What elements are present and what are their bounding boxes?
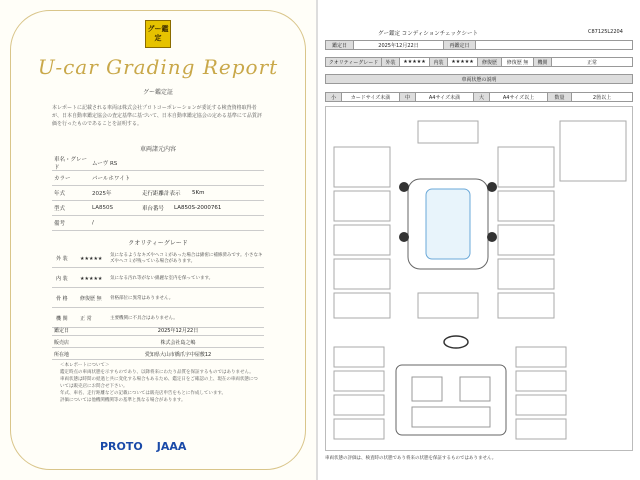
row-label: 備考 xyxy=(54,221,66,227)
panel-box xyxy=(498,293,554,318)
panel-box xyxy=(516,371,566,391)
panel-box xyxy=(418,293,478,318)
notes-title: ＜本レポートについて＞ xyxy=(60,363,110,368)
row-value: 2025年 xyxy=(92,191,112,197)
diagram-title: 車両状態の説明 xyxy=(461,76,497,83)
panel-box xyxy=(334,147,390,187)
legend-cell: 大 xyxy=(474,93,490,101)
wheel-icon xyxy=(487,182,497,192)
panel-box xyxy=(498,147,554,187)
chassis-label: 車台番号 xyxy=(142,206,165,212)
grade-value: 修復歴 無 xyxy=(80,296,102,302)
date-value: 2025年12月22日 xyxy=(354,41,444,49)
redate-value xyxy=(476,41,632,49)
vehicle-row xyxy=(52,216,264,231)
certificate-intro: 本レポートに記載される車両は株式会社プロトコーポレーションが委託する検査資格取得者が、日本自動車鑑定協会の査定基準に基づいて、日本自動車鑑定協会の定める基準にて品質評価を行ったものであることを証明する。 xyxy=(52,105,262,127)
ext-stars: ★★★★★ xyxy=(400,58,430,66)
panel-box xyxy=(334,191,390,221)
quality-section-heading: クオリティーグレード xyxy=(128,240,188,247)
grade-label: 機 関 xyxy=(56,316,68,322)
star-rating: ★★★★★ xyxy=(80,255,103,262)
grade-label: 内 装 xyxy=(56,276,68,282)
notes-block xyxy=(60,362,260,404)
info-row xyxy=(52,325,264,336)
row-value: ムーヴ RS xyxy=(92,161,118,167)
repair-label: 修復歴 xyxy=(478,58,502,66)
info-label: 販売店 xyxy=(54,339,70,346)
vehicle-row xyxy=(52,156,264,171)
grade-value: 正 常 xyxy=(80,316,92,322)
panel-box xyxy=(334,347,384,367)
row-label: 年式 xyxy=(54,191,66,197)
chassis-value: LA850S-2000761 xyxy=(174,205,222,211)
star-rating: ★★★★★ xyxy=(80,275,103,282)
panel-box xyxy=(334,395,384,415)
engine-value: 正常 xyxy=(586,59,597,66)
grading-certificate xyxy=(0,0,316,480)
panel-box xyxy=(334,225,390,255)
seat-outline xyxy=(460,377,490,401)
info-value: 2025年12月22日 xyxy=(157,327,199,334)
vehicle-row xyxy=(52,201,264,216)
panel-box xyxy=(334,259,390,289)
footer-logos xyxy=(100,440,186,453)
goo-kantei-logo: グー鑑定 xyxy=(145,20,171,48)
redate-label: 再鑑定日 xyxy=(444,41,476,49)
sheet-title: グー鑑定 コンディションチェックシート xyxy=(378,31,479,37)
legend-cell: 小 xyxy=(326,93,342,101)
panel-box xyxy=(516,347,566,367)
panel-box xyxy=(418,121,478,143)
wheel-icon xyxy=(487,232,497,242)
vehicle-row xyxy=(52,186,264,201)
grade-label: 外 装 xyxy=(56,256,68,262)
wheel-icon xyxy=(399,232,409,242)
row-value: LA850S xyxy=(92,205,113,211)
row-label: 型式 xyxy=(54,206,66,212)
certificate-title: U-car Grading Report xyxy=(37,55,279,79)
proto-logo: PROTO xyxy=(100,440,143,453)
note-item: 年式、車名、走行距離などの記載については販売店申告をもとに作成しています。 xyxy=(60,391,227,396)
grade-description: 気になる汚れ等がない綿麗な室内を保っています。 xyxy=(110,275,214,281)
grade-description: 気になるようなキズやヘコミがあった場合は綿密に補修済みです。小さなキズやヘコミが残っている場合があります。 xyxy=(110,252,263,264)
panel-box xyxy=(334,293,390,318)
seat-outline xyxy=(412,377,442,401)
sheet-code: C87125L2204 xyxy=(588,29,623,35)
panel-box xyxy=(334,419,384,439)
diagram-title-bar xyxy=(325,74,633,84)
quality-label: クオリティーグレード xyxy=(326,58,382,66)
legend-cell: 2箇以上 xyxy=(592,94,612,101)
info-row xyxy=(52,337,264,348)
int-stars: ★★★★★ xyxy=(448,58,478,66)
note-item: 鑑定時点の車両状態を示すものであり、以降将来にわたり品質を保証するものではありません。 xyxy=(60,370,254,375)
note-item: 車両状態は時間の経過と共に変化する場合もあるため、鑑定日をご確認の上、現在の車両状態については販売店にお問合せ下さい。 xyxy=(60,377,258,389)
legend-cell: 数量 xyxy=(548,93,572,101)
legend-cell: A4サイズ未満 xyxy=(416,93,474,101)
grade-label: 骨 格 xyxy=(56,296,68,302)
car-glass xyxy=(426,189,470,259)
quality-table xyxy=(325,57,633,67)
grade-row xyxy=(52,290,264,308)
info-row xyxy=(52,349,264,360)
repair-value: 修復歴 無 xyxy=(502,58,534,66)
legend-cell: A4サイズ以上 xyxy=(490,93,548,101)
vehicle-row xyxy=(52,171,264,186)
car-diagram xyxy=(326,107,632,450)
row-label: カラー xyxy=(54,176,71,182)
legend-cell: 中 xyxy=(400,93,416,101)
row-value: / xyxy=(92,220,94,226)
panel-box xyxy=(334,371,384,391)
certificate-subtitle: グー鑑定証 xyxy=(142,89,173,96)
date-table xyxy=(325,40,633,50)
grade-row xyxy=(52,250,264,268)
info-value: 愛知県大山市橋爪字中屋敷12 xyxy=(144,351,212,358)
bottom-note: 車両状態の評価は、検査時の状態であり将来の状態を保証するものではありません。 xyxy=(325,456,497,461)
row-value: パールホワイト xyxy=(92,176,131,182)
engine-label: 機関 xyxy=(534,58,552,66)
info-label: 所在地 xyxy=(54,351,70,358)
int-label: 内装 xyxy=(430,58,448,66)
legend-table xyxy=(325,92,633,102)
steering-icon xyxy=(444,336,468,348)
grade-description: 主要機関に不具合はありません。 xyxy=(110,315,178,321)
grade-row xyxy=(52,270,264,288)
panel-box xyxy=(498,191,554,221)
grade-description: 骨格部位に異常はありません。 xyxy=(110,295,174,301)
panel-box xyxy=(516,419,566,439)
note-item: 評価については他機関機関等の基準と異なる場合があります。 xyxy=(60,398,186,403)
info-value: 株式会社島之嶋 xyxy=(160,339,196,346)
date-label: 鑑定日 xyxy=(326,41,354,49)
info-label: 鑑定日 xyxy=(54,327,70,334)
condition-check-sheet xyxy=(318,0,640,480)
panel-box xyxy=(498,259,554,289)
panel-box xyxy=(516,395,566,415)
wheel-icon xyxy=(399,182,409,192)
row-label: 車名・グレード xyxy=(54,157,88,171)
jaaa-logo: JAAA xyxy=(156,440,187,453)
ext-label: 外装 xyxy=(382,58,400,66)
vehicle-section-heading: 車両諸元内容 xyxy=(139,146,176,153)
panel-box xyxy=(560,121,626,181)
panel-box xyxy=(498,225,554,255)
mileage-label: 走行距離計表示 xyxy=(142,191,181,197)
mileage-value: 5Km xyxy=(192,190,205,196)
legend-cell: カードサイズ未満 xyxy=(342,93,400,101)
diagram-area xyxy=(325,106,633,451)
rear-seat-outline xyxy=(412,407,490,427)
